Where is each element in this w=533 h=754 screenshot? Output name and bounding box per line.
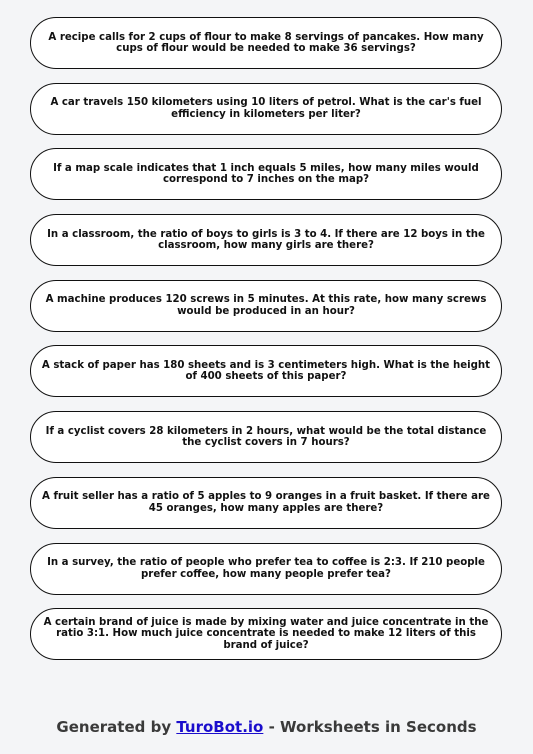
question-card-6	[30, 345, 502, 397]
question-card-4	[30, 214, 502, 266]
question-card-2	[30, 83, 502, 135]
question-card-5	[30, 280, 502, 332]
question-text-3: If a map scale indicates that 1 inch equals 5 miles, how many miles would correspond to 7 inches on the map?	[53, 162, 479, 186]
question-text-5: A machine produces 120 screws in 5 minutes. At this rate, how many screws would be produced in an hour?	[45, 294, 487, 317]
question-card-9	[30, 543, 502, 595]
turobot-link[interactable]: TuroBot.io	[176, 718, 264, 736]
question-text-8: A fruit seller has a ratio of 5 apples to 9 oranges in a fruit basket. If there are 45 oranges, how many apples are there?	[42, 491, 490, 514]
question-text-1: A recipe calls for 2 cups of flour to make 8 servings of pancakes. How many cups of flour would be needed to make 36 servings?	[48, 31, 484, 54]
footer	[0, 718, 533, 736]
question-card-7	[30, 411, 502, 463]
question-text-6: A stack of paper has 180 sheets and is 3 centimeters high. What is the height of 400 sheets of this paper?	[41, 359, 491, 383]
footer-suffix: - Worksheets in Seconds	[263, 718, 477, 736]
question-text-9: In a survey, the ratio of people who prefer tea to coffee is 2:3. If 210 people prefer coffee, how many people prefer tea?	[47, 557, 485, 580]
question-text-10: A certain brand of juice is made by mixing water and juice concentrate in the ratio 3:1. How much juice concentrate is needed to make 12 liters of this brand of juice?	[43, 616, 489, 651]
question-card-10	[30, 608, 502, 660]
question-card-8	[30, 477, 502, 529]
question-text-2: A car travels 150 kilometers using 10 liters of petrol. What is the car's fuel efficiency in kilometers per liter?	[50, 97, 482, 120]
question-card-1	[30, 17, 502, 69]
question-list	[30, 17, 502, 674]
question-card-3	[30, 148, 502, 200]
question-text-7: If a cyclist covers 28 kilometers in 2 hours, what would be the total distance the cyclist covers in 7 hours?	[45, 425, 487, 449]
footer-prefix: Generated by	[56, 718, 177, 736]
question-text-4: In a classroom, the ratio of boys to girls is 3 to 4. If there are 12 boys in the classroom, how many girls are there?	[47, 228, 485, 252]
